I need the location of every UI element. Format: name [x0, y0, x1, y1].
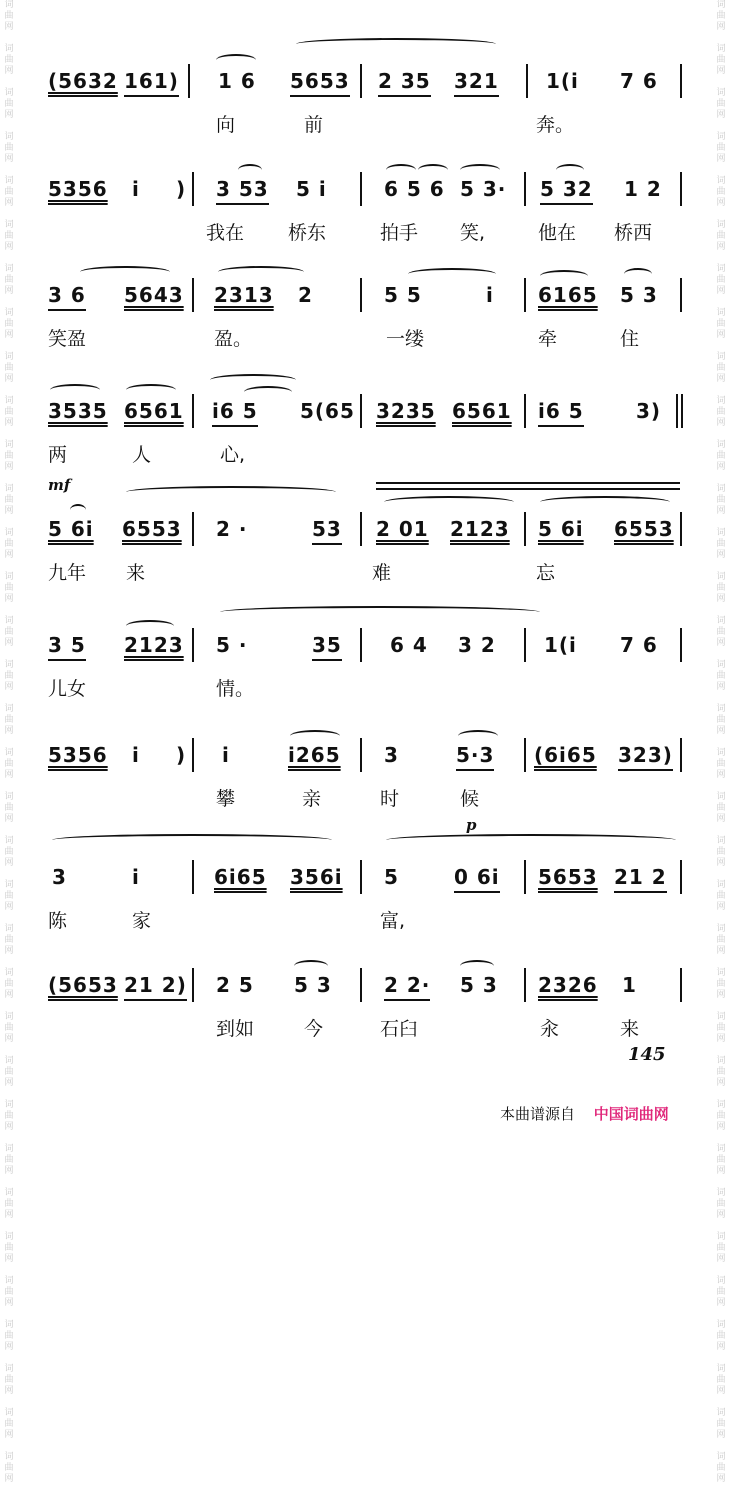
lyric: 他在 [538, 222, 577, 244]
slur [50, 384, 100, 396]
note-group: i [222, 743, 230, 767]
barline [680, 64, 682, 98]
barline [360, 860, 362, 894]
lyric: 九年 [48, 562, 87, 584]
lyric: 今 [304, 1018, 324, 1040]
barline [680, 738, 682, 772]
lyric: 一缕 [386, 328, 425, 350]
note-group: 5643 [124, 283, 184, 307]
slur [556, 164, 584, 176]
note-group: 35 [312, 632, 342, 661]
barline [360, 172, 362, 206]
lyric: 牵 [538, 328, 558, 350]
note-group: 323) [618, 742, 673, 771]
note-group: 2123 [450, 517, 510, 541]
barline [524, 860, 526, 894]
note-group: 3 [384, 743, 399, 767]
dynamic-p: p [466, 816, 477, 834]
note-group: (5653 [48, 973, 118, 997]
note-group: 5 5 [384, 283, 422, 307]
tie-line [376, 482, 680, 484]
note-group: 5356 [48, 743, 108, 767]
note-group: i6 5 [538, 398, 584, 427]
note-group: 2 2· [384, 972, 430, 1001]
lyric: 儿女 [48, 678, 87, 700]
barline [192, 172, 194, 206]
note-group: 6553 [614, 517, 674, 541]
lyric: 奔。 [536, 114, 575, 136]
note-group: 5(65 [300, 399, 355, 423]
barline [192, 968, 194, 1002]
note-group: 2313 [214, 283, 274, 307]
note-group: 53 [312, 516, 342, 545]
note-group: 21 2 [614, 864, 667, 893]
watermark-right: 词 曲 网 词 曲 网 词 曲 网 词 曲 网 词 曲 网 词 曲 网 词 曲 网 词 曲 网 词 曲 网 词 曲 网 词 曲 网 词 曲 网 词 曲 网 词 曲 网 词 曲 网 词 曲 网 词 曲 网 词 曲 网 词 曲 网 词 曲 网 词 曲 网 词 曲 网 词 曲 网 词 曲 网 词 曲 网 词 曲 网 词 曲 网 词 曲 网 词 曲 网 词 曲 网 词 曲 网 词 曲 网 词 曲 网 词 曲 网 [716, 0, 726, 1484]
lyric: 陈 [48, 910, 68, 932]
barline [360, 64, 362, 98]
note-group: 5 · [216, 633, 248, 657]
barline [360, 738, 362, 772]
note-group: 1 [622, 973, 637, 997]
slur [126, 620, 174, 632]
lyric: 石臼 [380, 1018, 419, 1040]
slur [218, 266, 304, 278]
barline [524, 172, 526, 206]
note-group: 5 3 [460, 973, 498, 997]
slur [540, 496, 670, 508]
note-group: 6 5 6 [384, 177, 445, 201]
slur [296, 38, 496, 50]
slur [458, 730, 498, 742]
barline [680, 512, 682, 546]
barline [192, 860, 194, 894]
lyric: 桥西 [614, 222, 653, 244]
note-group: 161) [124, 68, 179, 97]
tie-line [376, 488, 680, 490]
barline [192, 628, 194, 662]
lyric: 时 [380, 788, 400, 810]
page-number: 145 [628, 1044, 666, 1065]
lyric: 心, [220, 444, 246, 466]
lyric: 来 [620, 1018, 640, 1040]
lyric: 亲 [302, 788, 322, 810]
barline [360, 628, 362, 662]
note-group: 5653 [538, 865, 598, 889]
note-group: i [132, 177, 140, 201]
note-group: 3 5 [48, 632, 86, 661]
slur [80, 266, 170, 278]
slur [460, 164, 500, 176]
note-group: 6553 [122, 517, 182, 541]
barline [524, 738, 526, 772]
note-group: i [132, 865, 140, 889]
lyric: 到如 [216, 1018, 255, 1040]
note-group: 1 6 [218, 69, 256, 93]
source-credit [500, 1103, 669, 1124]
slur [408, 268, 496, 280]
slur [294, 960, 328, 972]
lyric: 来 [126, 562, 146, 584]
barline [680, 628, 682, 662]
source-label: 本曲谱源自 [500, 1105, 576, 1123]
slur [244, 386, 292, 398]
note-group: 7 6 [620, 633, 658, 657]
lyric: 笑, [460, 222, 486, 244]
note-group: 2326 [538, 973, 598, 997]
barline [360, 512, 362, 546]
lyric: 拍手 [380, 222, 419, 244]
barline [676, 394, 678, 428]
lyric: 富, [380, 910, 406, 932]
lyric: 两 [48, 444, 68, 466]
barline [680, 968, 682, 1002]
note-group: 2 5 [216, 973, 254, 997]
lyric: 难 [372, 562, 392, 584]
slur [540, 270, 588, 282]
note-group: i265 [288, 743, 341, 767]
note-group: (6i65 [534, 743, 597, 767]
note-group: ) [176, 743, 187, 767]
note-group: 5 3 [294, 973, 332, 997]
note-group: 2123 [124, 633, 184, 657]
note-group: 3) [636, 399, 662, 423]
note-group: ) [176, 177, 187, 201]
slur [460, 960, 494, 972]
note-group: 6 4 [390, 633, 428, 657]
note-group: 1(i [544, 633, 577, 657]
barline [192, 278, 194, 312]
note-group: 7 6 [620, 69, 658, 93]
slur [210, 374, 296, 386]
lyric: 攀 [216, 788, 236, 810]
note-group: 3535 [48, 399, 108, 423]
note-group: 6i65 [214, 865, 267, 889]
note-group: 3 6 [48, 282, 86, 311]
dynamic-mf: mf [48, 476, 71, 494]
note-group: 5·3 [456, 742, 494, 771]
barline [192, 738, 194, 772]
barline [524, 968, 526, 1002]
note-group: 5356 [48, 177, 108, 201]
barline [360, 278, 362, 312]
slur [238, 164, 262, 176]
slur [126, 384, 176, 396]
note-group: 2 [298, 283, 313, 307]
note-group: 5 3· [460, 177, 507, 201]
note-group: i [132, 743, 140, 767]
slur [290, 730, 340, 742]
note-group: 1(i [546, 69, 579, 93]
slur [126, 486, 336, 498]
barline [360, 394, 362, 428]
barline [524, 394, 526, 428]
lyric: 前 [304, 114, 324, 136]
note-group: 1 2 [624, 177, 662, 201]
barline [524, 278, 526, 312]
note-group: 356i [290, 865, 343, 889]
note-group: 6165 [538, 283, 598, 307]
lyric: 忘 [536, 562, 556, 584]
barline [192, 394, 194, 428]
note-group: 3 2 [458, 633, 496, 657]
note-group: 6561 [124, 399, 184, 423]
note-group: 2 35 [378, 68, 431, 97]
slur [384, 496, 514, 508]
barline [680, 172, 682, 206]
lyric: 情。 [216, 678, 255, 700]
site-link[interactable]: 中国词曲网 [593, 1105, 669, 1123]
barline [192, 512, 194, 546]
barline [526, 64, 528, 98]
barline [188, 64, 190, 98]
lyric: 笑盈 [48, 328, 87, 350]
lyric: 人 [132, 444, 152, 466]
lyric: 家 [132, 910, 152, 932]
note-group: 3 53 [216, 176, 269, 205]
slur [220, 606, 540, 618]
slur [216, 54, 256, 66]
note-group: 2 · [216, 517, 248, 541]
slur [52, 834, 332, 846]
note-group: 21 2) [124, 972, 187, 1001]
slur [70, 504, 86, 516]
note-group: 3235 [376, 399, 436, 423]
slur [386, 164, 416, 176]
lyric: 汆 [540, 1018, 560, 1040]
note-group: 0 6i [454, 864, 500, 893]
barline [680, 860, 682, 894]
note-group: 321 [454, 68, 499, 97]
note-group: 5653 [290, 68, 350, 97]
note-group: 5 [384, 865, 399, 889]
note-group: i [486, 283, 494, 307]
note-group: 5 i [296, 177, 327, 201]
lyric: 候 [460, 788, 480, 810]
note-group: (5632 [48, 69, 118, 93]
barline [360, 968, 362, 1002]
lyric: 桥东 [288, 222, 327, 244]
lyric: 我在 [206, 222, 245, 244]
slur [624, 268, 652, 280]
watermark-left: 词 曲 网 词 曲 网 词 曲 网 词 曲 网 词 曲 网 词 曲 网 词 曲 网 词 曲 网 词 曲 网 词 曲 网 词 曲 网 词 曲 网 词 曲 网 词 曲 网 词 曲 网 词 曲 网 词 曲 网 词 曲 网 词 曲 网 词 曲 网 词 曲 网 词 曲 网 词 曲 网 词 曲 网 词 曲 网 词 曲 网 词 曲 网 词 曲 网 词 曲 网 词 曲 网 词 曲 网 词 曲 网 词 曲 网 词 曲 网 [4, 0, 14, 1484]
lyric: 盈。 [214, 328, 253, 350]
lyric: 向 [216, 114, 236, 136]
slur [386, 834, 676, 846]
note-group: 5 6i [48, 517, 94, 541]
note-group: 6561 [452, 399, 512, 423]
note-group: 2 01 [376, 517, 429, 541]
barline [680, 278, 682, 312]
note-group: 5 6i [538, 517, 584, 541]
barline [524, 628, 526, 662]
note-group: 5 3 [620, 283, 658, 307]
barline [524, 512, 526, 546]
lyric: 住 [620, 328, 640, 350]
note-group: 3 [52, 865, 67, 889]
slur [418, 164, 448, 176]
note-group: 5 32 [540, 176, 593, 205]
note-group: i6 5 [212, 398, 258, 427]
